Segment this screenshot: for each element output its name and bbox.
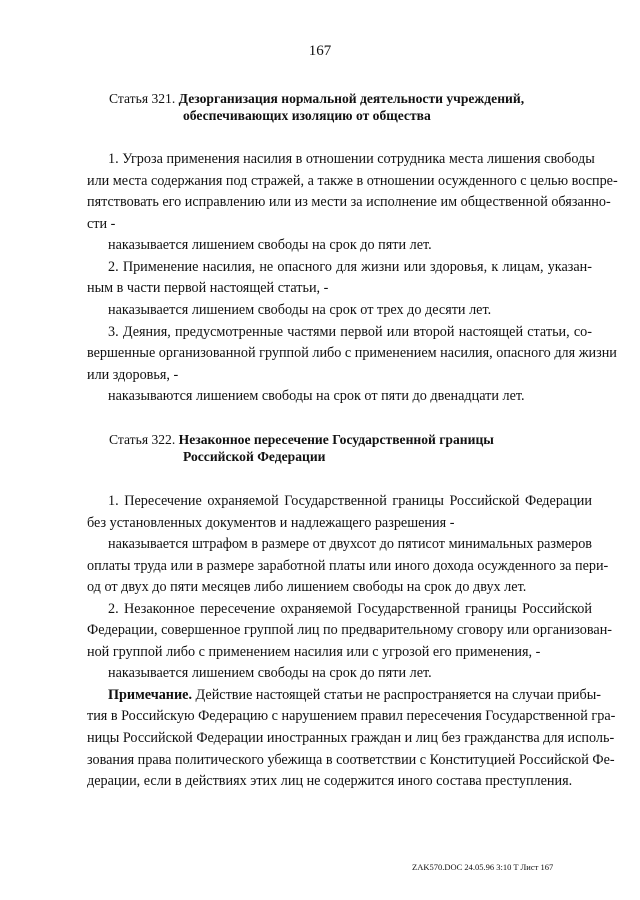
note-label: Примечание. — [108, 687, 192, 703]
article-321-line-7: ным в части первой настоящей статьи, - — [87, 280, 329, 296]
article-322-note-line-5: дерации, если в действиях этих лиц не содержится иного состава преступления. — [87, 773, 573, 789]
article-321-line-9: 3. Деяния, предусмотренные частями первой или второй настоящей статьи, со- — [108, 324, 592, 340]
page-number: 167 — [308, 43, 332, 59]
article-322-label: Статья 322. — [109, 432, 176, 447]
article-322-title-line-2-wrap — [183, 448, 326, 466]
article-322-title-line-1: Незаконное пересечение Государственной границы — [178, 432, 494, 447]
article-322-note-line-1 — [108, 686, 601, 704]
article-322-note-line-4: зования права политического убежища в соответствии с Конституцией Российской Фе- — [87, 752, 615, 768]
article-321-line-2: или места содержания под стражей, а также в отношении осужденного с целью воспре- — [87, 173, 618, 189]
article-322-heading — [109, 431, 494, 449]
article-322-note-line-2: тия в Российскую Федерацию с нарушением правил пересечения Государственной гра- — [87, 708, 616, 724]
article-321-line-3: пятствовать его исправлению или из мести за исполнение им общественной обязанно- — [87, 194, 611, 210]
article-321-line-4: сти - — [87, 216, 116, 232]
article-321-sanction-3: наказываются лишением свободы на срок от пяти до двенадцати лет. — [108, 388, 525, 404]
article-321-line-1: 1. Угроза применения насилия в отношении сотрудника места лишения свободы — [108, 151, 595, 167]
article-321-line-10: вершенные организованной группой либо с применением насилия, опасного для жизни — [87, 345, 617, 361]
article-321-title-line-2: обеспечивающих изоляцию от общества — [183, 108, 431, 123]
note-first-text: Действие настоящей статьи не распространяется на случаи прибы- — [195, 687, 601, 703]
article-321-sanction-2: наказывается лишением свободы на срок от трех до десяти лет. — [108, 302, 492, 318]
article-321-heading — [109, 90, 524, 108]
article-322-sanction-2: наказывается лишением свободы на срок до пяти лет. — [108, 665, 432, 681]
article-321-line-11: или здоровья, - — [87, 367, 179, 383]
article-321-title-line-1: Дезорганизация нормальной деятельности учреждений, — [178, 91, 525, 106]
article-321-title-line-2-wrap — [183, 107, 431, 125]
article-322-line-2: без установленных документов и надлежащего разрешения - — [87, 515, 455, 531]
article-322-line-8: ной группой либо с применением насилия или с угрозой его применения, - — [87, 644, 541, 660]
article-322-line-4: оплаты труда или в размере заработной платы или иного дохода осужденного за пери- — [87, 558, 609, 574]
page-footer: ZAK570.DOC 24.05.96 3:10 T Лист 167 — [412, 862, 554, 872]
article-322-title-line-2: Российской Федерации — [183, 449, 326, 464]
article-322-line-7: Федерации, совершенное группой лиц по предварительному сговору или организован- — [87, 622, 613, 638]
article-322-line-3: наказывается штрафом в размере от двухсот до пятисот минимальных размеров — [108, 536, 592, 552]
article-321-sanction-1: наказывается лишением свободы на срок до пяти лет. — [108, 237, 432, 253]
article-321-line-6: 2. Применение насилия, не опасного для жизни или здоровья, к лицам, указан- — [108, 259, 592, 275]
article-322-line-1: 1. Пересечение охраняемой Государственной границы Российской Федерации — [108, 493, 592, 509]
article-321-label: Статья 321. — [109, 91, 176, 106]
article-322-line-6: 2. Незаконное пересечение охраняемой Государственной границы Российской — [108, 601, 592, 617]
article-322-note-line-3: ницы Российской Федерации иностранных граждан и лиц без гражданства для исполь- — [87, 730, 615, 746]
article-322-line-5: од от двух до пяти месяцев либо лишением свободы на срок до двух лет. — [87, 579, 527, 595]
